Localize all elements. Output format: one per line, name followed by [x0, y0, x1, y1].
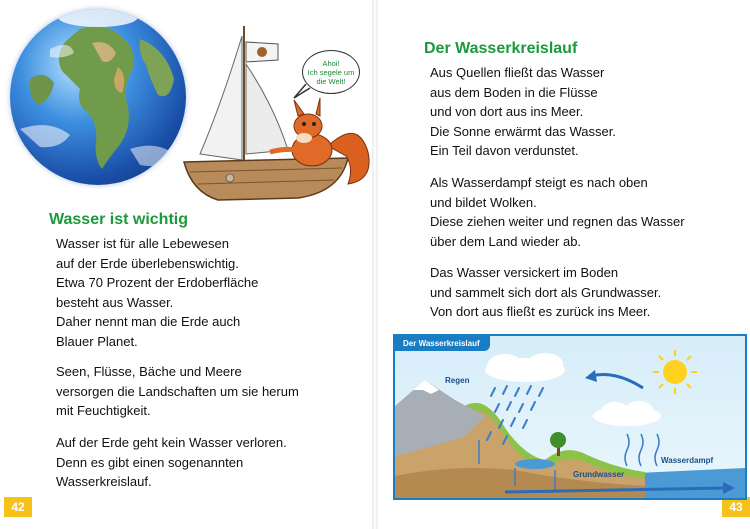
text-line: Von dort aus fließt es zurück ins Meer. — [430, 304, 651, 320]
text-line: auf der Erde überlebenswichtig. — [56, 255, 239, 271]
text-line: Wasser ist für alle Lebewesen — [56, 236, 229, 251]
text-line: Seen, Flüsse, Bäche und Meere — [56, 364, 242, 379]
text-line: Etwa 70 Prozent der Erdoberfläche — [56, 275, 259, 291]
text-line: besteht aus Wasser. — [56, 294, 174, 310]
text-line: über dem Land wieder ab. — [430, 233, 582, 249]
speech-bubble-tail — [292, 84, 312, 100]
diagram-label-vapor: Wasserdampf — [661, 456, 714, 465]
speech-line: die Welt! — [316, 76, 346, 86]
section-heading: Der Wasserkreislauf — [424, 40, 578, 57]
paragraph — [56, 433, 287, 492]
text-line: Diese ziehen weiter und regnen das Wasser — [430, 214, 685, 230]
earth-globe-illustration — [10, 9, 186, 185]
paragraph — [56, 362, 299, 421]
diagram-title: Der Wasserkreislauf — [395, 336, 490, 351]
text-line: versorgen die Landschaften um sie herum — [56, 383, 299, 399]
paragraph — [56, 234, 258, 352]
section-heading: Wasser ist wichtig — [49, 211, 188, 228]
diagram-label-rain: Regen — [445, 376, 470, 385]
text-line: Das Wasser versickert im Boden — [430, 265, 619, 280]
text-line: und von dort aus ins Meer. — [430, 104, 584, 120]
speech-line: Ich segele um — [307, 67, 355, 77]
page-number: 42 — [4, 497, 32, 517]
text-line: Aus Quellen fließt das Wasser — [430, 65, 605, 80]
speech-line: Ahoi! — [322, 58, 340, 68]
text-line: mit Feuchtigkeit. — [56, 403, 151, 419]
text-line: Ein Teil davon verdunstet. — [430, 143, 579, 159]
text-line: Wasserkreislauf. — [56, 474, 152, 490]
page-number: 43 — [722, 497, 750, 517]
text-line: und sammelt sich dort als Grundwasser. — [430, 284, 662, 300]
text-line: Daher nennt man die Erde auch — [56, 314, 241, 330]
text-line: und bildet Wolken. — [430, 194, 537, 210]
water-cycle-illustration — [395, 336, 745, 498]
paragraph — [430, 63, 616, 161]
left-page — [0, 0, 372, 529]
text-line: Als Wasserdampf steigt es nach oben — [430, 175, 648, 190]
sailboat-squirrel-illustration — [178, 22, 378, 202]
water-cycle-diagram — [393, 334, 747, 500]
paragraph — [430, 263, 661, 322]
paragraph — [430, 173, 685, 251]
text-line: Auf der Erde geht kein Wasser verloren. — [56, 435, 287, 450]
text-line: Denn es gibt einen sogenannten — [56, 454, 244, 470]
text-line: Die Sonne erwärmt das Wasser. — [430, 123, 616, 139]
text-line: Blauer Planet. — [56, 333, 138, 349]
diagram-label-groundwater: Grundwasser — [573, 470, 625, 479]
text-line: aus dem Boden in die Flüsse — [430, 84, 598, 100]
